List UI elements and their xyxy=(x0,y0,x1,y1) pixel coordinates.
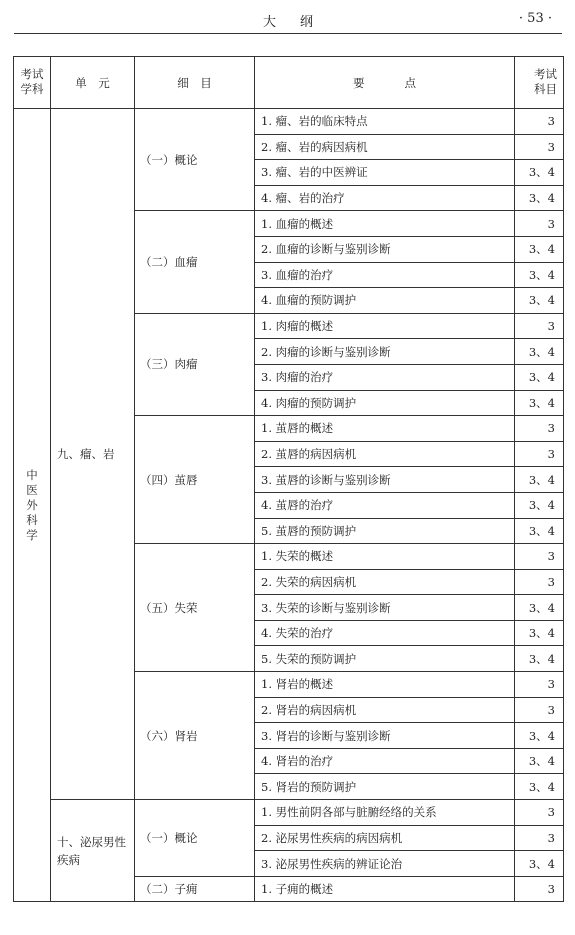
point-cell: 3. 失荣的诊断与鉴别诊断 xyxy=(255,595,515,621)
level-cell: 3 xyxy=(515,441,564,467)
level-cell: 3、4 xyxy=(515,595,564,621)
point-cell: 1. 子痈的概述 xyxy=(255,876,515,902)
point-cell: 3. 肉瘤的治疗 xyxy=(255,364,515,390)
level-cell: 3 xyxy=(515,109,564,135)
point-cell: 2. 血瘤的诊断与鉴别诊断 xyxy=(255,236,515,262)
item-cell: （三）肉瘤 xyxy=(135,313,255,415)
point-cell: 5. 肾岩的预防调护 xyxy=(255,774,515,800)
level-cell: 3、4 xyxy=(515,288,564,314)
point-cell: 1. 失荣的概述 xyxy=(255,544,515,570)
level-cell: 3、4 xyxy=(515,185,564,211)
table-header-row xyxy=(14,57,564,109)
point-cell: 2. 失荣的病因病机 xyxy=(255,569,515,595)
level-cell: 3、4 xyxy=(515,851,564,877)
item-cell: （二）子痈 xyxy=(135,876,255,902)
point-cell: 4. 茧唇的治疗 xyxy=(255,492,515,518)
level-cell: 3 xyxy=(515,313,564,339)
level-cell: 3 xyxy=(515,825,564,851)
point-cell: 3. 泌尿男性疾病的辨证论治 xyxy=(255,851,515,877)
item-cell: （二）血瘤 xyxy=(135,211,255,313)
col-header-subject: 考试学科 xyxy=(14,57,51,109)
unit-cell: 九、瘤、岩 xyxy=(51,109,135,800)
level-cell: 3、4 xyxy=(515,748,564,774)
level-cell: 3 xyxy=(515,544,564,570)
item-cell: （四）茧唇 xyxy=(135,416,255,544)
level-cell: 3 xyxy=(515,876,564,902)
point-cell: 1. 茧唇的概述 xyxy=(255,416,515,442)
point-cell: 5. 失荣的预防调护 xyxy=(255,646,515,672)
point-cell: 2. 泌尿男性疾病的病因病机 xyxy=(255,825,515,851)
table-row xyxy=(14,800,564,826)
level-cell: 3 xyxy=(515,211,564,237)
point-cell: 4. 肉瘤的预防调护 xyxy=(255,390,515,416)
item-cell: （一）概论 xyxy=(135,109,255,211)
syllabus-table xyxy=(13,56,564,902)
point-cell: 2. 肉瘤的诊断与鉴别诊断 xyxy=(255,339,515,365)
point-cell: 3. 茧唇的诊断与鉴别诊断 xyxy=(255,467,515,493)
point-cell: 2. 瘤、岩的病因病机 xyxy=(255,134,515,160)
point-cell: 5. 茧唇的预防调护 xyxy=(255,518,515,544)
col-header-item: 细 目 xyxy=(135,57,255,109)
point-cell: 1. 瘤、岩的临床特点 xyxy=(255,109,515,135)
col-header-level: 考试科目 xyxy=(515,57,564,109)
level-cell: 3 xyxy=(515,800,564,826)
point-cell: 4. 失荣的治疗 xyxy=(255,620,515,646)
table-body xyxy=(14,109,564,902)
point-cell: 4. 血瘤的预防调护 xyxy=(255,288,515,314)
level-cell: 3 xyxy=(515,569,564,595)
level-cell: 3、4 xyxy=(515,364,564,390)
point-cell: 1. 肉瘤的概述 xyxy=(255,313,515,339)
level-cell: 3、4 xyxy=(515,723,564,749)
page-header xyxy=(14,0,562,34)
level-cell: 3、4 xyxy=(515,262,564,288)
level-cell: 3、4 xyxy=(515,390,564,416)
unit-cell: 十、泌尿男性疾病 xyxy=(51,800,135,902)
level-cell: 3、4 xyxy=(515,774,564,800)
level-cell: 3 xyxy=(515,697,564,723)
point-cell: 3. 肾岩的诊断与鉴别诊断 xyxy=(255,723,515,749)
point-cell: 1. 血瘤的概述 xyxy=(255,211,515,237)
point-cell: 1. 肾岩的概述 xyxy=(255,672,515,698)
point-cell: 3. 瘤、岩的中医辨证 xyxy=(255,160,515,186)
level-cell: 3、4 xyxy=(515,339,564,365)
level-cell: 3、4 xyxy=(515,236,564,262)
item-cell: （五）失荣 xyxy=(135,544,255,672)
table-row xyxy=(14,109,564,135)
level-cell: 3、4 xyxy=(515,620,564,646)
point-cell: 3. 血瘤的治疗 xyxy=(255,262,515,288)
level-cell: 3、4 xyxy=(515,492,564,518)
point-cell: 2. 肾岩的病因病机 xyxy=(255,697,515,723)
level-cell: 3 xyxy=(515,672,564,698)
level-cell: 3 xyxy=(515,416,564,442)
page-number: · 53 · xyxy=(518,11,552,26)
point-cell: 2. 茧唇的病因病机 xyxy=(255,441,515,467)
level-cell: 3 xyxy=(515,134,564,160)
point-cell: 4. 瘤、岩的治疗 xyxy=(255,185,515,211)
point-cell: 1. 男性前阴各部与脏腑经络的关系 xyxy=(255,800,515,826)
item-cell: （六）肾岩 xyxy=(135,672,255,800)
subject-cell: 中医外科学 xyxy=(14,109,51,902)
level-cell: 3、4 xyxy=(515,467,564,493)
level-cell: 3、4 xyxy=(515,646,564,672)
level-cell: 3、4 xyxy=(515,518,564,544)
col-header-unit: 单 元 xyxy=(51,57,135,109)
header-title: 大纲 xyxy=(262,15,337,30)
point-cell: 4. 肾岩的治疗 xyxy=(255,748,515,774)
level-cell: 3、4 xyxy=(515,160,564,186)
item-cell: （一）概论 xyxy=(135,800,255,877)
col-header-point: 要点 xyxy=(255,57,515,109)
